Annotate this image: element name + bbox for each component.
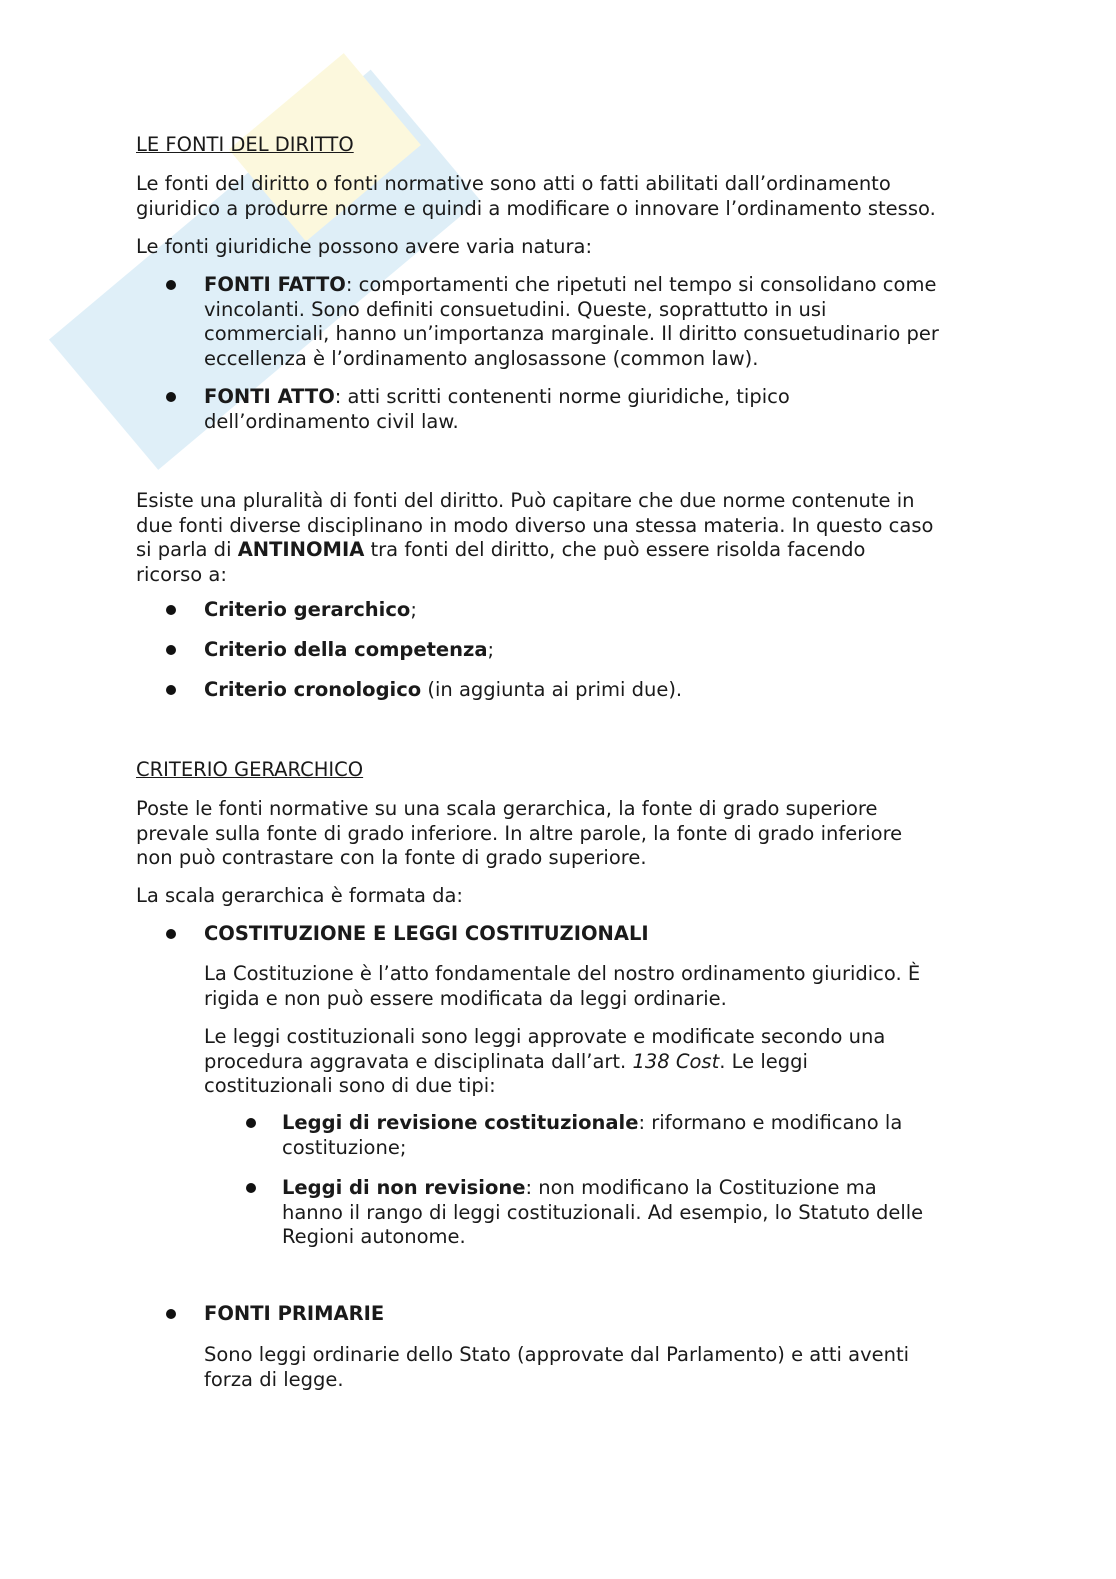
list-item-revisione: Leggi di revisione costituzionale: riformano e modificano la costituzione; <box>282 1111 903 1159</box>
paragraph-definition: Le fonti del diritto o fonti normative sono atti o fatti abilitati dall’ordinamento giuridico a produrre norme e quindi a modificare o innovare l’ordinamento stesso. <box>136 172 936 220</box>
paragraph-formata-da: La scala gerarchica è formata da: <box>136 884 464 907</box>
bullet-icon <box>166 280 176 290</box>
bullet-icon <box>166 605 176 615</box>
paragraph-scala: Poste le fonti normative su una scala gerarchica, la fonte di grado superiore prevale sulla fonte di grado inferiore. In altre parole, la fonte di grado inferiore non può contrastare con la fonte di grado superiore. <box>136 797 903 869</box>
list-item-criterio-competenza: Criterio della competenza; <box>204 638 495 661</box>
list-item-fonti-atto: FONTI ATTO: atti scritti contenenti norme giuridiche, tipico dell’ordinamento civil law. <box>204 385 790 433</box>
bullet-icon <box>166 929 176 939</box>
heading-fonti-del-diritto: LE FONTI DEL DIRITTO <box>136 133 354 156</box>
bullet-icon <box>246 1118 256 1128</box>
bullet-icon <box>166 685 176 695</box>
paragraph-natura: Le fonti giuridiche possono avere varia natura: <box>136 235 593 258</box>
paragraph-antinomia: Esiste una pluralità di fonti del diritto. Può capitare che due norme contenute in due fonti diverse disciplinano in modo diverso una stessa materia. In questo caso si parla di ANTINOMIA tra fonti del diritto, che può essere risolda facendo ricorso a: <box>136 489 934 586</box>
paragraph-costituzione: La Costituzione è l’atto fondamentale del nostro ordinamento giuridico. È rigida e non può essere modificata da leggi ordinarie. <box>204 962 921 1010</box>
paragraph-fonti-primarie: Sono leggi ordinarie dello Stato (approvate dal Parlamento) e atti aventi forza di legge. <box>204 1343 910 1391</box>
list-item-criterio-gerarchico: Criterio gerarchico; <box>204 598 417 621</box>
list-item-non-revisione: Leggi di non revisione: non modificano la Costituzione ma hanno il rango di leggi costituzionali. Ad esempio, lo Statuto delle Regioni autonome. <box>282 1176 924 1248</box>
list-item-costituzione: COSTITUZIONE E LEGGI COSTITUZIONALI <box>204 922 649 945</box>
bullet-icon <box>166 645 176 655</box>
paragraph-leggi-costituzionali: Le leggi costituzionali sono leggi approvate e modificate secondo una procedura aggravata e disciplinata dall’art. 138 Cost. Le leggi costituzionali sono di due tipi: <box>204 1025 886 1097</box>
list-item-criterio-cronologico: Criterio cronologico (in aggiunta ai primi due). <box>204 678 683 701</box>
bullet-icon <box>246 1183 256 1193</box>
bullet-icon <box>166 1309 176 1319</box>
bullet-icon <box>166 392 176 402</box>
heading-criterio-gerarchico: CRITERIO GERARCHICO <box>136 758 364 781</box>
list-item-fonti-fatto: FONTI FATTO: comportamenti che ripetuti nel tempo si consolidano come vincolanti. Sono definiti consuetudini. Queste, soprattutto in usi commerciali, hanno un’importanza marginale. Il diritto consuetudinario per eccellenza è l’ordinamento anglosassone (common law). <box>204 273 939 370</box>
list-item-fonti-primarie: FONTI PRIMARIE <box>204 1302 385 1325</box>
